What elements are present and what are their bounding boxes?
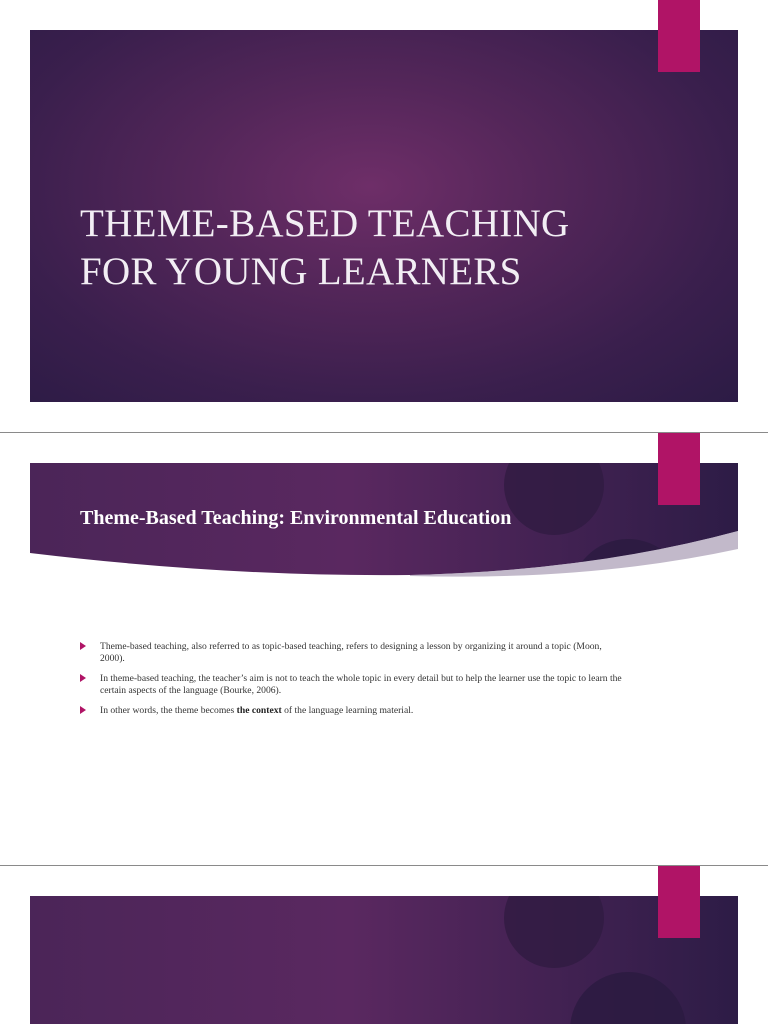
bullet-text-bold: the context bbox=[236, 705, 282, 716]
bullet-text: In theme-based teaching, the teacher’s aim is not to teach the whole topic in every detail but to help the learner use the topic to learn the certain aspects of the language (Bourke, 2006). bbox=[100, 673, 622, 696]
header-banner bbox=[30, 896, 738, 1024]
bullet-item bbox=[80, 705, 625, 717]
bullet-text-after: of the language learning material. bbox=[281, 705, 414, 716]
slide-heading: Theme-Based Teaching: Environmental Education bbox=[80, 507, 512, 529]
bullet-text-before: In other words, the theme becomes bbox=[100, 705, 237, 716]
slide-title bbox=[80, 200, 700, 296]
slide-title-line-2: FOR YOUNG LEARNERS bbox=[80, 250, 522, 293]
slide-3 bbox=[0, 866, 768, 1024]
triangle-bullet-icon bbox=[80, 706, 86, 714]
slide-1 bbox=[0, 0, 768, 432]
triangle-bullet-icon bbox=[80, 642, 86, 650]
bullet-list bbox=[80, 641, 625, 725]
accent-tab bbox=[658, 433, 700, 505]
accent-tab bbox=[658, 866, 700, 938]
bullet-item bbox=[80, 641, 625, 665]
triangle-bullet-icon bbox=[80, 674, 86, 682]
slide-2 bbox=[0, 433, 768, 865]
bullet-text: Theme-based teaching, also referred to as topic-based teaching, refers to designing a lesson by organizing it around a topic (Moon, 2000). bbox=[100, 641, 602, 664]
bullet-item bbox=[80, 673, 625, 697]
slide-title-line-1: THEME-BASED TEACHING bbox=[80, 202, 570, 245]
accent-tab bbox=[658, 0, 700, 72]
